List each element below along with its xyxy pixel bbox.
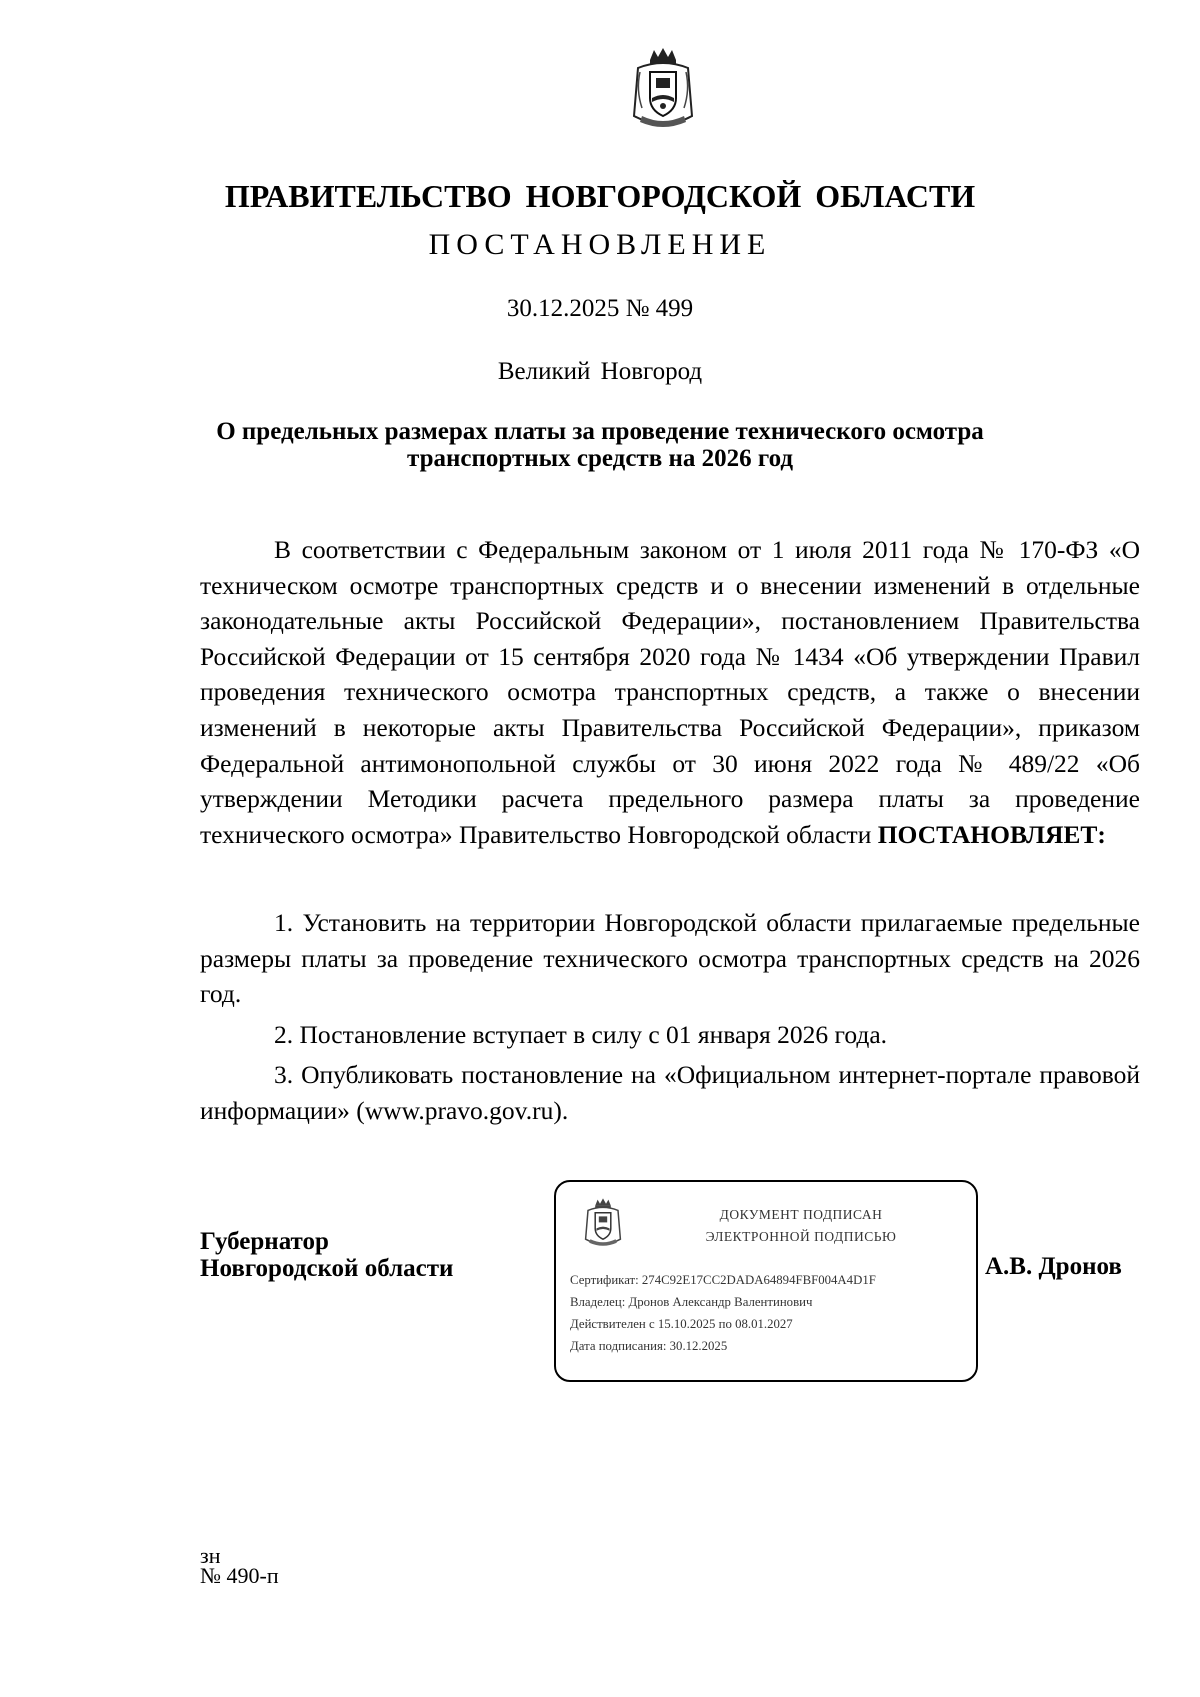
decree-word: ПОСТАНОВЛЯЕТ: — [877, 819, 1106, 849]
footer-note — [200, 1543, 279, 1588]
coat-of-arms-icon — [628, 46, 698, 132]
signer-name: А.В. Дронов — [985, 1253, 1122, 1280]
decree-item: 2. Постановление вступает в силу с 01 января 2026 года. — [274, 1019, 888, 1049]
e-signature-stamp — [554, 1180, 978, 1382]
document-date-number: 30.12.2025 № 499 — [506, 295, 694, 322]
stamp-certificate: Сертификат: 274C92E17CC2DADA64894FBF004A4D1F — [570, 1273, 876, 1287]
signer-position-line-1: Губернатор — [200, 1228, 329, 1255]
signer-position — [200, 1228, 453, 1282]
stamp-owner: Владелец: Дронов Александр Валентинович — [570, 1295, 813, 1309]
footer-initials: зн — [200, 1543, 221, 1568]
stamp-validity: Действителен с 15.10.2025 по 08.01.2027 — [570, 1317, 793, 1331]
preamble-text: В соответствии с Федеральным законом от 1 июля 2011 года № 170-ФЗ «О техническом осмотре транспортных средств и о внесении изменений в отдельные законодательные акты Российской Федерации», постановлением Правительства Российской Федерации от 15 сентября 2020 года № 1434 «Об утверждении Правил проведения технического осмотра транспортных средств, а также о внесении изменений в некоторые акты Правительства Российской Федерации», приказом Федеральной антимонопольной службы от 30 июня 2022 года № 489/22 «Об утверждении Методики расчета предельного размера платы за проведение технического осмотра» Правительство Новгородской области — [200, 535, 1140, 849]
stamp-signed-date: Дата подписания: 30.12.2025 — [570, 1339, 728, 1353]
document-type: ПОСТАНОВЛЕНИЕ — [428, 228, 772, 261]
signer-position-line-2: Новгородской области — [200, 1255, 454, 1282]
organization-title: ПРАВИТЕЛЬСТВО НОВГОРОДСКОЙ ОБЛАСТИ — [224, 178, 976, 214]
stamp-coat-of-arms-icon — [582, 1196, 624, 1250]
stamp-details — [570, 1269, 876, 1357]
stamp-title-line-1: ДОКУМЕНТ ПОДПИСАН — [719, 1207, 883, 1222]
decree-item: 3. Опубликовать постановление на «Официальном интернет-портале правовой информации» (www.pravo.gov.ru). — [200, 1060, 1140, 1125]
subject-line-1: О предельных размерах платы за проведение технического осмотра — [216, 418, 984, 445]
document-city: Великий Новгород — [497, 358, 703, 385]
stamp-title-line-2: ЭЛЕКТРОННОЙ ПОДПИСЬЮ — [705, 1229, 897, 1244]
preamble-paragraph — [200, 532, 1140, 852]
stamp-title — [636, 1204, 966, 1248]
preamble — [200, 532, 1140, 852]
document-subject — [0, 418, 1200, 472]
subject-line-2: транспортных средств на 2026 год — [406, 445, 794, 472]
decree-item: 1. Установить на территории Новгородской области прилагаемые предельные размеры платы за проведение технического осмотра транспортных средств на 2026 год. — [200, 908, 1140, 1009]
footer-number: № 490-п — [200, 1563, 279, 1588]
decree-items — [200, 905, 1140, 1134]
